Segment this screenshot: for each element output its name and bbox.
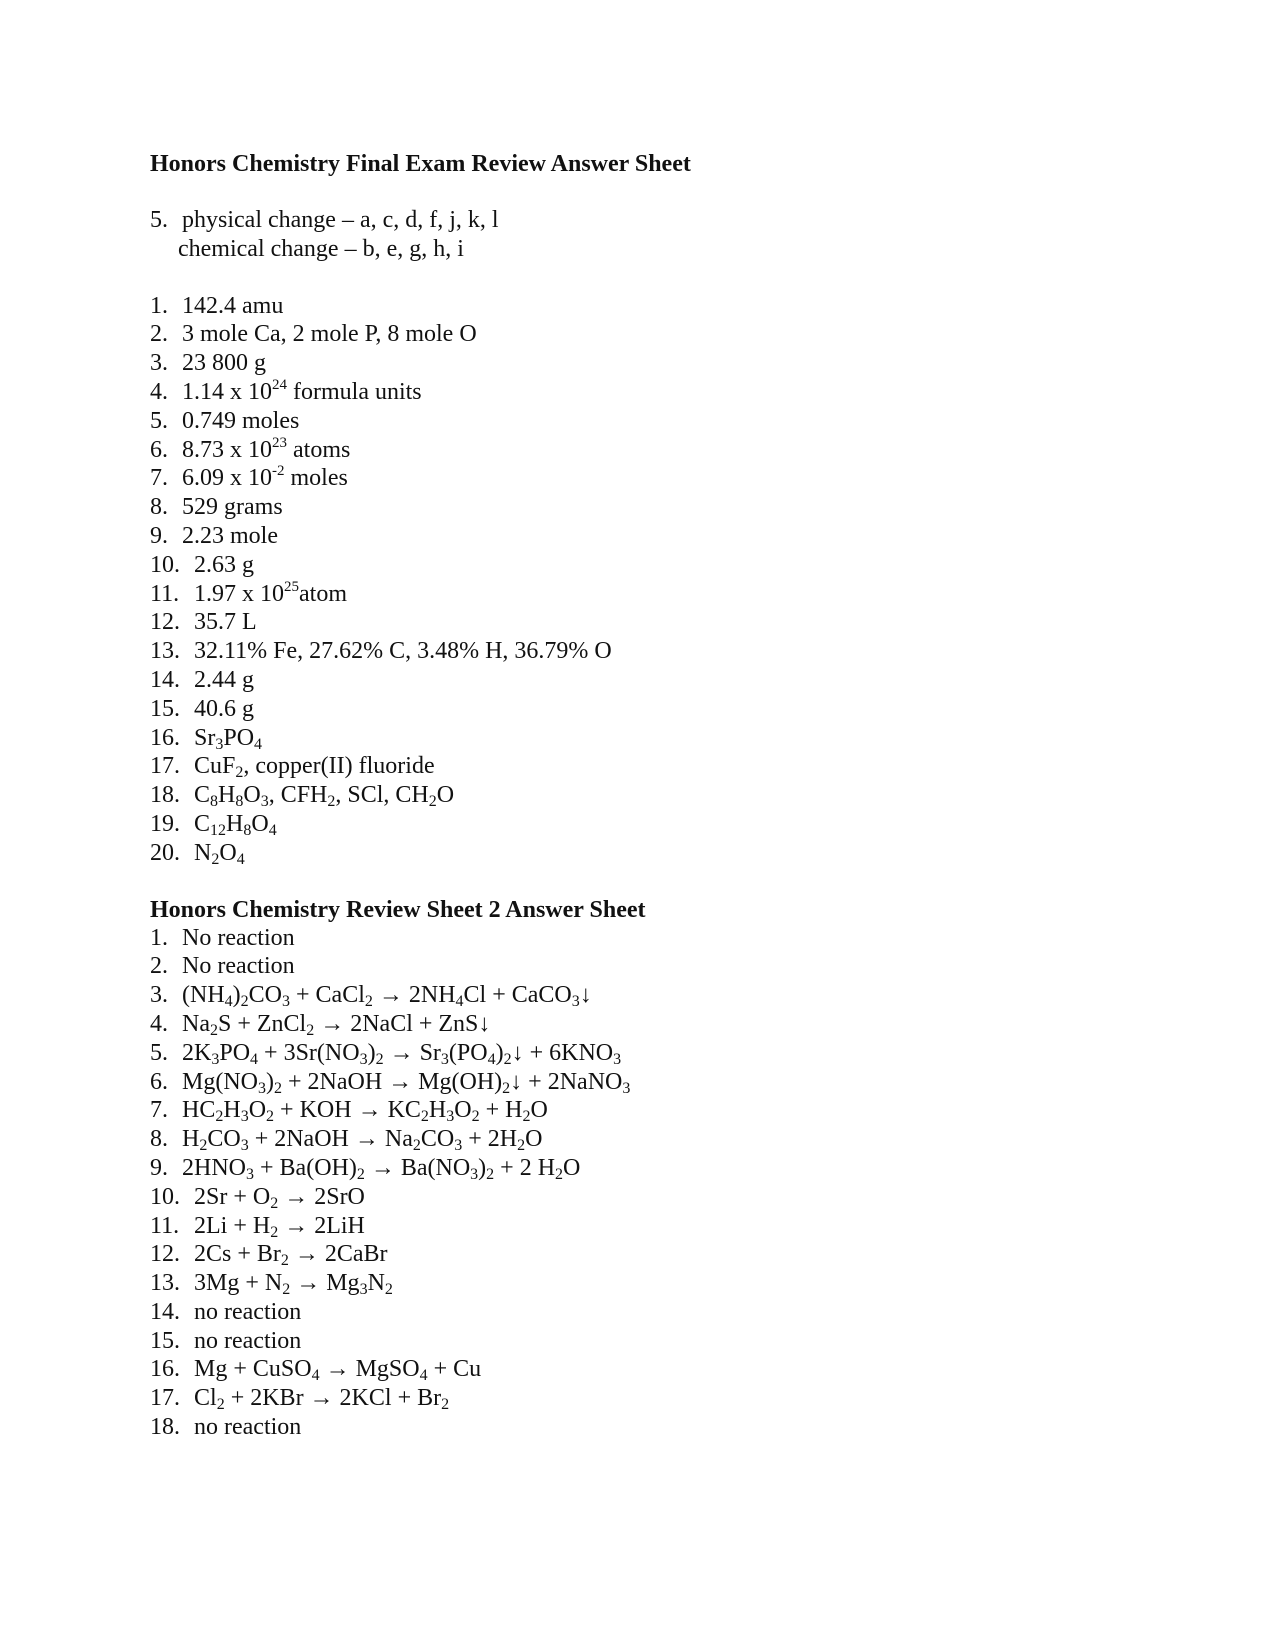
answer-text: 2.63 g <box>194 551 254 578</box>
section1-answer-item <box>150 292 1150 321</box>
answer-number: 13. <box>150 638 180 665</box>
section2-answer-item <box>150 1240 1150 1269</box>
answer-text: no reaction <box>194 1327 302 1354</box>
answer-text: $Cl_2 + 2KBr \to 2KCl + Br_2$ <box>194 1385 450 1414</box>
section2-answer-item <box>150 1125 1150 1154</box>
answer-number: 16. <box>150 1356 180 1383</box>
section2-answer-item <box>150 1212 1150 1241</box>
answer-number: 17. <box>150 1385 180 1412</box>
section1-answer-item <box>150 781 1150 810</box>
answer-text: Mg + CuSO$_4$ → MgSO$_4$ + Cu <box>194 1356 482 1385</box>
spacer <box>150 264 1150 292</box>
section1-answer-item <box>150 839 1150 868</box>
section2-answer-item <box>150 1154 1150 1183</box>
section2-answer-item <box>150 1327 1150 1356</box>
answer-number: 14. <box>150 1298 180 1325</box>
answer-text: $HC_2H_3O_2$ + KOH → $KC_2H_3O_2 + H_2O$ <box>182 1097 548 1126</box>
section2-answer-item <box>150 1096 1150 1125</box>
answer-text: 6.09 x $10^{-2}$ moles <box>182 463 348 492</box>
section2-answer-item <box>150 1068 1150 1097</box>
answer-number: 15. <box>150 695 180 722</box>
section1-answer-item <box>150 493 1150 522</box>
answer-text: 40.6 g <box>194 695 254 722</box>
section1-answer-item <box>150 695 1150 724</box>
answer-number: 9. <box>150 1154 168 1181</box>
answer-text: 8.73 x $10^{23}$ atoms <box>182 434 351 463</box>
answer-number: 12. <box>150 1241 180 1268</box>
section2-answer-item <box>150 1039 1150 1068</box>
answer-number: 14. <box>150 666 180 693</box>
answer-text: 1.14 x $10^{24}$ formula units <box>182 376 422 405</box>
answer-number: 15. <box>150 1327 180 1354</box>
q5-chemical-text: chemical change – b, e, g, h, i <box>178 235 464 262</box>
answer-text: $Mg(NO_3)_2$ + 2NaOH → $Mg(OH)_2↓$ + 2NaNO$_3$ <box>182 1068 631 1097</box>
answer-number: 7. <box>150 1097 168 1124</box>
answer-text: 0.749 moles <box>182 407 300 434</box>
q5-physical-text: physical change – a, c, d, f, j, k, l <box>182 207 499 233</box>
spacer <box>150 868 1150 896</box>
answer-text: 35.7 L <box>194 609 257 636</box>
answer-number: 8. <box>150 1126 168 1153</box>
section2-answer-item <box>150 1384 1150 1413</box>
answer-number: 5. <box>150 1039 168 1066</box>
answer-number: 6. <box>150 436 168 463</box>
answer-text: $H_2CO_3$ + 2NaOH → $Na_2CO_3 + 2H_2O$ <box>182 1126 543 1155</box>
answer-number: 7. <box>150 465 168 492</box>
section1-answer-list <box>150 292 1150 868</box>
answer-text: 529 grams <box>182 494 283 521</box>
answer-number: 1. <box>150 924 168 951</box>
section1-title: Honors Chemistry Final Exam Review Answer Sheet <box>150 151 691 177</box>
answer-text: 2.44 g <box>194 666 254 693</box>
document-page <box>150 150 1150 1442</box>
answer-number: 10. <box>150 1183 180 1210</box>
section1-answer-item <box>150 580 1150 609</box>
answer-number: 17. <box>150 753 180 780</box>
section1-answer-item <box>150 810 1150 839</box>
answer-text: $2Li + H_2 \to 2LiH$ <box>194 1212 365 1241</box>
answer-text: $2Cs + Br_2$ → 2CaBr <box>194 1241 388 1270</box>
answer-number: 5. <box>150 407 168 434</box>
answer-text: 1.97 x $10^{25}atom$ <box>194 578 347 607</box>
answer-number: 2. <box>150 321 168 348</box>
section2-answer-item <box>150 1269 1150 1298</box>
answer-number: 3. <box>150 982 168 1009</box>
answer-number: 2. <box>150 953 168 980</box>
section2-answer-item <box>150 1413 1150 1442</box>
answer-number: 9. <box>150 522 168 549</box>
answer-text: $C_{12}H_8O_4$ <box>194 810 277 839</box>
answer-number: 16. <box>150 724 180 751</box>
section1-answer-item <box>150 666 1150 695</box>
answer-number: 6. <box>150 1068 168 1095</box>
answer-text: $2K_3PO_4 + 3Sr(NO_3)_2$ → $Sr_3(PO_4)_2↓ + 6KNO_3$ <box>182 1039 622 1068</box>
section1-answer-item <box>150 464 1150 493</box>
section1-answer-item <box>150 349 1150 378</box>
answer-text: $2Sr + O_2 \to 2SrO$ <box>194 1183 365 1212</box>
answer-text: $2HNO_3 + Ba(OH)_2 \to Ba(NO_3)_2 + 2$ $H_2O$ <box>182 1154 581 1183</box>
answer-text: $Na_2S$ + ZnCl$_2$ → 2NaCl + ZnS↓ <box>182 1010 491 1039</box>
section1-answer-item <box>150 752 1150 781</box>
answer-text: No reaction <box>182 953 295 980</box>
answer-number: 18. <box>150 1414 180 1441</box>
answer-number: 4. <box>150 378 168 405</box>
answer-text: $(NH_4)_2CO_3$ + CaCl$_2$ → $2NH_4Cl$ + CaCO$_3$↓ <box>182 982 592 1011</box>
answer-text: No reaction <box>182 924 295 951</box>
q5-chemical-line <box>150 235 1150 264</box>
section2-answer-list <box>150 924 1150 1442</box>
section1-answer-item <box>150 551 1150 580</box>
section2-answer-item <box>150 1010 1150 1039</box>
answer-number: 19. <box>150 810 180 837</box>
answer-text: $Sr_3PO_4$ <box>194 724 263 753</box>
section2-answer-item <box>150 1355 1150 1384</box>
answer-text: CuF$_2$, copper(II) fluoride <box>194 753 435 782</box>
answer-text: no reaction <box>194 1298 302 1325</box>
q5-physical-line <box>150 206 1150 235</box>
section1-answer-item <box>150 320 1150 349</box>
section1-answer-item <box>150 724 1150 753</box>
answer-text: $3Mg + N_2 \to Mg_3N_2$ <box>194 1270 393 1299</box>
answer-number: 13. <box>150 1270 180 1297</box>
answer-number: 1. <box>150 292 168 319</box>
q5-number: 5. <box>150 207 168 233</box>
section1-answer-item <box>150 436 1150 465</box>
answer-number: 11. <box>150 1212 180 1239</box>
answer-text: 32.11% Fe, 27.62% C, 3.48% H, 36.79% O <box>194 638 612 665</box>
section1-answer-item <box>150 522 1150 551</box>
answer-text: 2.23 mole <box>182 522 278 549</box>
answer-number: 4. <box>150 1010 168 1037</box>
answer-number: 8. <box>150 494 168 521</box>
section2-answer-item <box>150 924 1150 953</box>
spacer <box>150 178 1150 206</box>
answer-number: 3. <box>150 350 168 377</box>
answer-text: $N_2O_4$ <box>194 839 245 868</box>
section2-answer-item <box>150 981 1150 1010</box>
answer-text: 142.4 amu <box>182 292 284 319</box>
answer-number: 10. <box>150 551 180 578</box>
answer-text: 23 800 g <box>182 350 266 377</box>
section1-answer-item <box>150 407 1150 436</box>
section2-title: Honors Chemistry Review Sheet 2 Answer Sheet <box>150 896 646 923</box>
section2-answer-item <box>150 1298 1150 1327</box>
answer-number: 11. <box>150 580 180 607</box>
section1-answer-item <box>150 608 1150 637</box>
answer-number: 12. <box>150 609 180 636</box>
answer-text: no reaction <box>194 1414 302 1441</box>
section2-answer-item <box>150 952 1150 981</box>
answer-number: 20. <box>150 839 180 866</box>
answer-text: $C_8H_8O_3$, $CFH_2$, SCl, $CH_2O$ <box>194 782 455 811</box>
section1-answer-item <box>150 378 1150 407</box>
answer-text: 3 mole Ca, 2 mole P, 8 mole O <box>182 321 477 348</box>
answer-number: 18. <box>150 782 180 809</box>
section2-answer-item <box>150 1183 1150 1212</box>
section1-answer-item <box>150 637 1150 666</box>
